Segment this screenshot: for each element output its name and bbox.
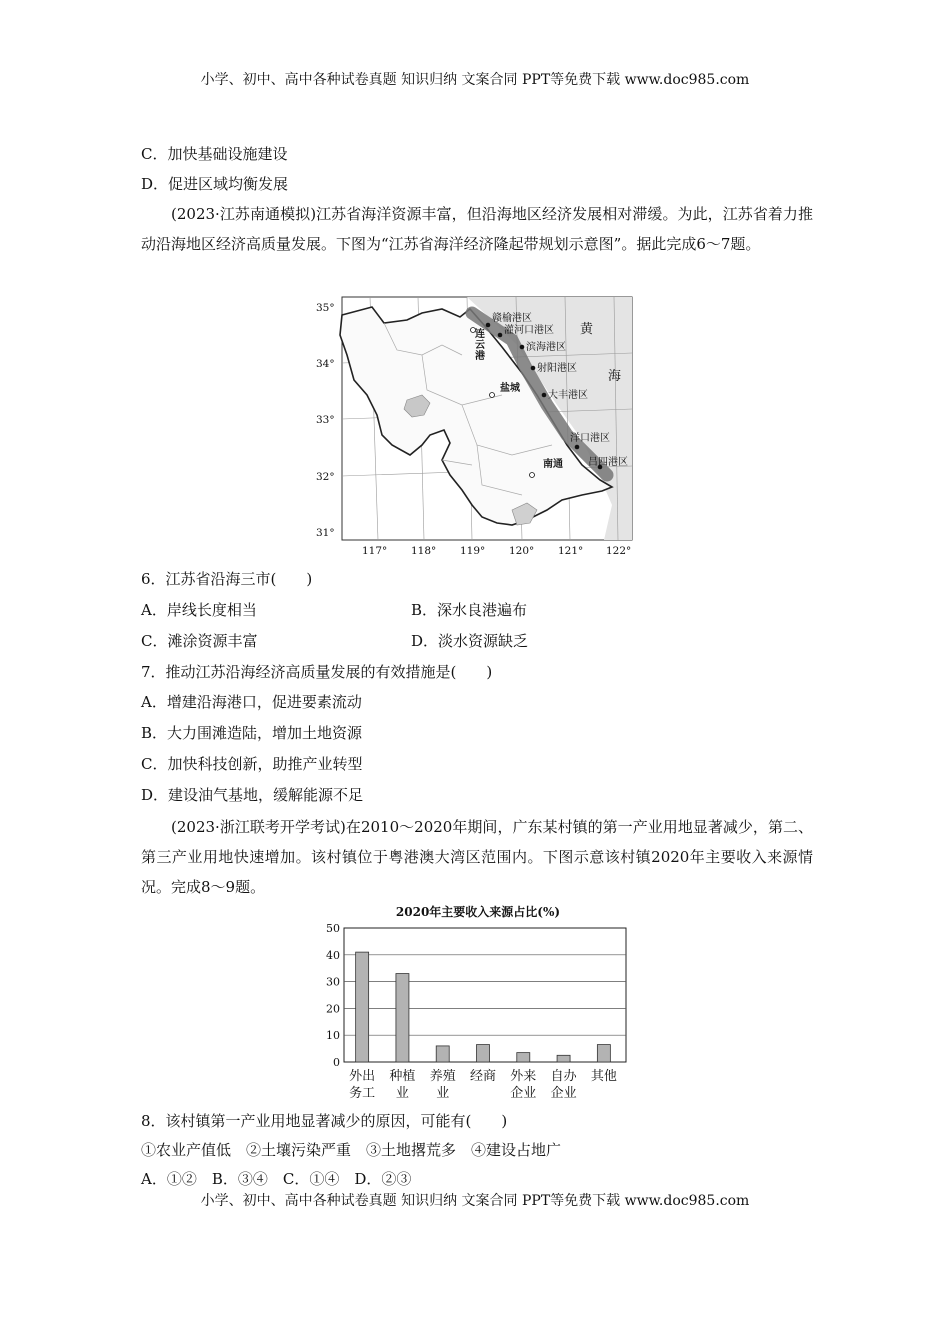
- lat-label: 31°: [316, 527, 335, 539]
- chart-plot-frame: [344, 928, 626, 1062]
- question-6-option-a: A．岸线长度相当: [141, 601, 257, 619]
- port-label: 射阳港区: [537, 363, 577, 374]
- prev-option-c: C．加快基础设施建设: [141, 145, 288, 163]
- question-7-option-a: A．增建沿海港口，促进要素流动: [141, 693, 362, 711]
- income-bar-chart: [318, 900, 638, 1100]
- chart-y-tick-label: 10: [326, 1029, 340, 1043]
- chart-x-category-label: 外出: [349, 1069, 376, 1084]
- lat-label: 33°: [316, 414, 335, 426]
- chart-y-tick-label: 40: [326, 948, 340, 962]
- lat-label: 32°: [316, 471, 335, 483]
- chart-x-category-label: 经商: [469, 1069, 497, 1084]
- question-6-stem: 6．江苏省沿海三市( ): [141, 570, 313, 588]
- city-label: 连: [475, 329, 485, 340]
- question-6-option-c: C．滩涂资源丰富: [141, 632, 258, 650]
- chart-bar: [597, 1045, 610, 1062]
- chart-y-tick-label: 30: [326, 975, 340, 989]
- chart-bar: [557, 1055, 570, 1062]
- question-7-option-d: D．建设油气基地，缓解能源不足: [141, 786, 364, 804]
- chart-x-category-label: 务工: [349, 1086, 376, 1100]
- city-label: 南通: [543, 459, 563, 470]
- question-7-stem: 7．推动江苏沿海经济高质量发展的有效措施是( ): [141, 663, 493, 681]
- port-label: 赣榆港区: [492, 313, 532, 324]
- chart-x-category-label: 种植: [389, 1069, 416, 1084]
- chart-bar: [517, 1053, 530, 1062]
- lon-label: 122°: [606, 545, 632, 557]
- chart-x-category-label: 自办: [550, 1069, 577, 1084]
- chart-x-category-label: 业: [436, 1086, 450, 1100]
- chart-bar: [356, 952, 369, 1062]
- question-8-stem: 8．该村镇第一产业用地显著减少的原因，可能有( ): [141, 1112, 508, 1130]
- chart-bar: [477, 1045, 490, 1062]
- port-label: 洋口港区: [570, 433, 610, 444]
- port-label: 吕四港区: [588, 457, 628, 468]
- intro-guangdong: (2023·浙江联考开学考试)在2010～2020年期间，广东某村镇的第一产业用地显著减少，第二、第三产业用地快速增加。该村镇位于粤港澳大湾区范围内。下图示意该村镇2020年主要收入来源情况。完成8～9题。: [141, 818, 813, 896]
- lon-label: 118°: [411, 545, 437, 557]
- lon-label: 117°: [362, 545, 388, 557]
- chart-x-category-label: 企业: [550, 1086, 577, 1100]
- city-label: 盐城: [500, 383, 520, 394]
- lat-label: 35°: [316, 302, 335, 314]
- page-footer: 小学、初中、高中各种试卷真题 知识归纳 文案合同 PPT等免费下载 www.doc985.com: [200, 1193, 750, 1209]
- chart-x-category-label: 企业: [510, 1086, 537, 1100]
- question-8-options: A．①② B．③④ C．①④ D．②③: [141, 1170, 412, 1188]
- lon-label: 119°: [460, 545, 486, 557]
- question-6-option-b: B．深水良港遍布: [411, 601, 528, 619]
- sea-label: 海: [608, 369, 622, 384]
- port-label: 大丰港区: [548, 390, 588, 401]
- port-label: 滨海港区: [526, 342, 566, 353]
- city-label: 云: [475, 340, 485, 351]
- chart-y-tick-label: 50: [326, 922, 340, 935]
- chart-y-tick-label: 20: [326, 1002, 340, 1016]
- chart-x-category-label: 养殖: [429, 1069, 456, 1084]
- prev-option-d: D．促进区域均衡发展: [141, 175, 289, 193]
- chart-x-category-label: 外来: [510, 1069, 537, 1084]
- chart-x-category-label: 其他: [590, 1069, 617, 1084]
- page-header: 小学、初中、高中各种试卷真题 知识归纳 文案合同 PPT等免费下载 www.doc985.com: [200, 72, 750, 88]
- chart-y-tick-label: 0: [333, 1056, 340, 1069]
- chart-bar: [436, 1046, 449, 1062]
- question-8-items: ①农业产值低 ②土壤污染严重 ③土地撂荒多 ④建设占地广: [141, 1141, 562, 1159]
- chart-bar: [396, 974, 409, 1062]
- chart-x-category-label: 业: [395, 1086, 409, 1100]
- intro-jiangsu: (2023·江苏南通模拟)江苏省海洋资源丰富，但沿海地区经济发展相对滞缓。为此，江苏省着力推动沿海地区经济高质量发展。下图为“江苏省海洋经济隆起带规划示意图”。据此完成6～7题。: [141, 205, 813, 253]
- port-label: 灌河口港区: [504, 325, 554, 336]
- sea-label: 黄: [580, 322, 594, 337]
- lon-label: 121°: [558, 545, 584, 557]
- question-7-option-c: C．加快科技创新，助推产业转型: [141, 755, 363, 773]
- jiangsu-map: [312, 295, 642, 560]
- lon-label: 120°: [509, 545, 535, 557]
- question-7-option-b: B．大力围滩造陆，增加土地资源: [141, 724, 363, 742]
- city-label: 港: [475, 351, 485, 362]
- question-6-option-d: D．淡水资源缺乏: [411, 632, 529, 650]
- lat-label: 34°: [316, 358, 335, 370]
- chart-title: 2020年主要收入来源占比(%): [395, 905, 561, 919]
